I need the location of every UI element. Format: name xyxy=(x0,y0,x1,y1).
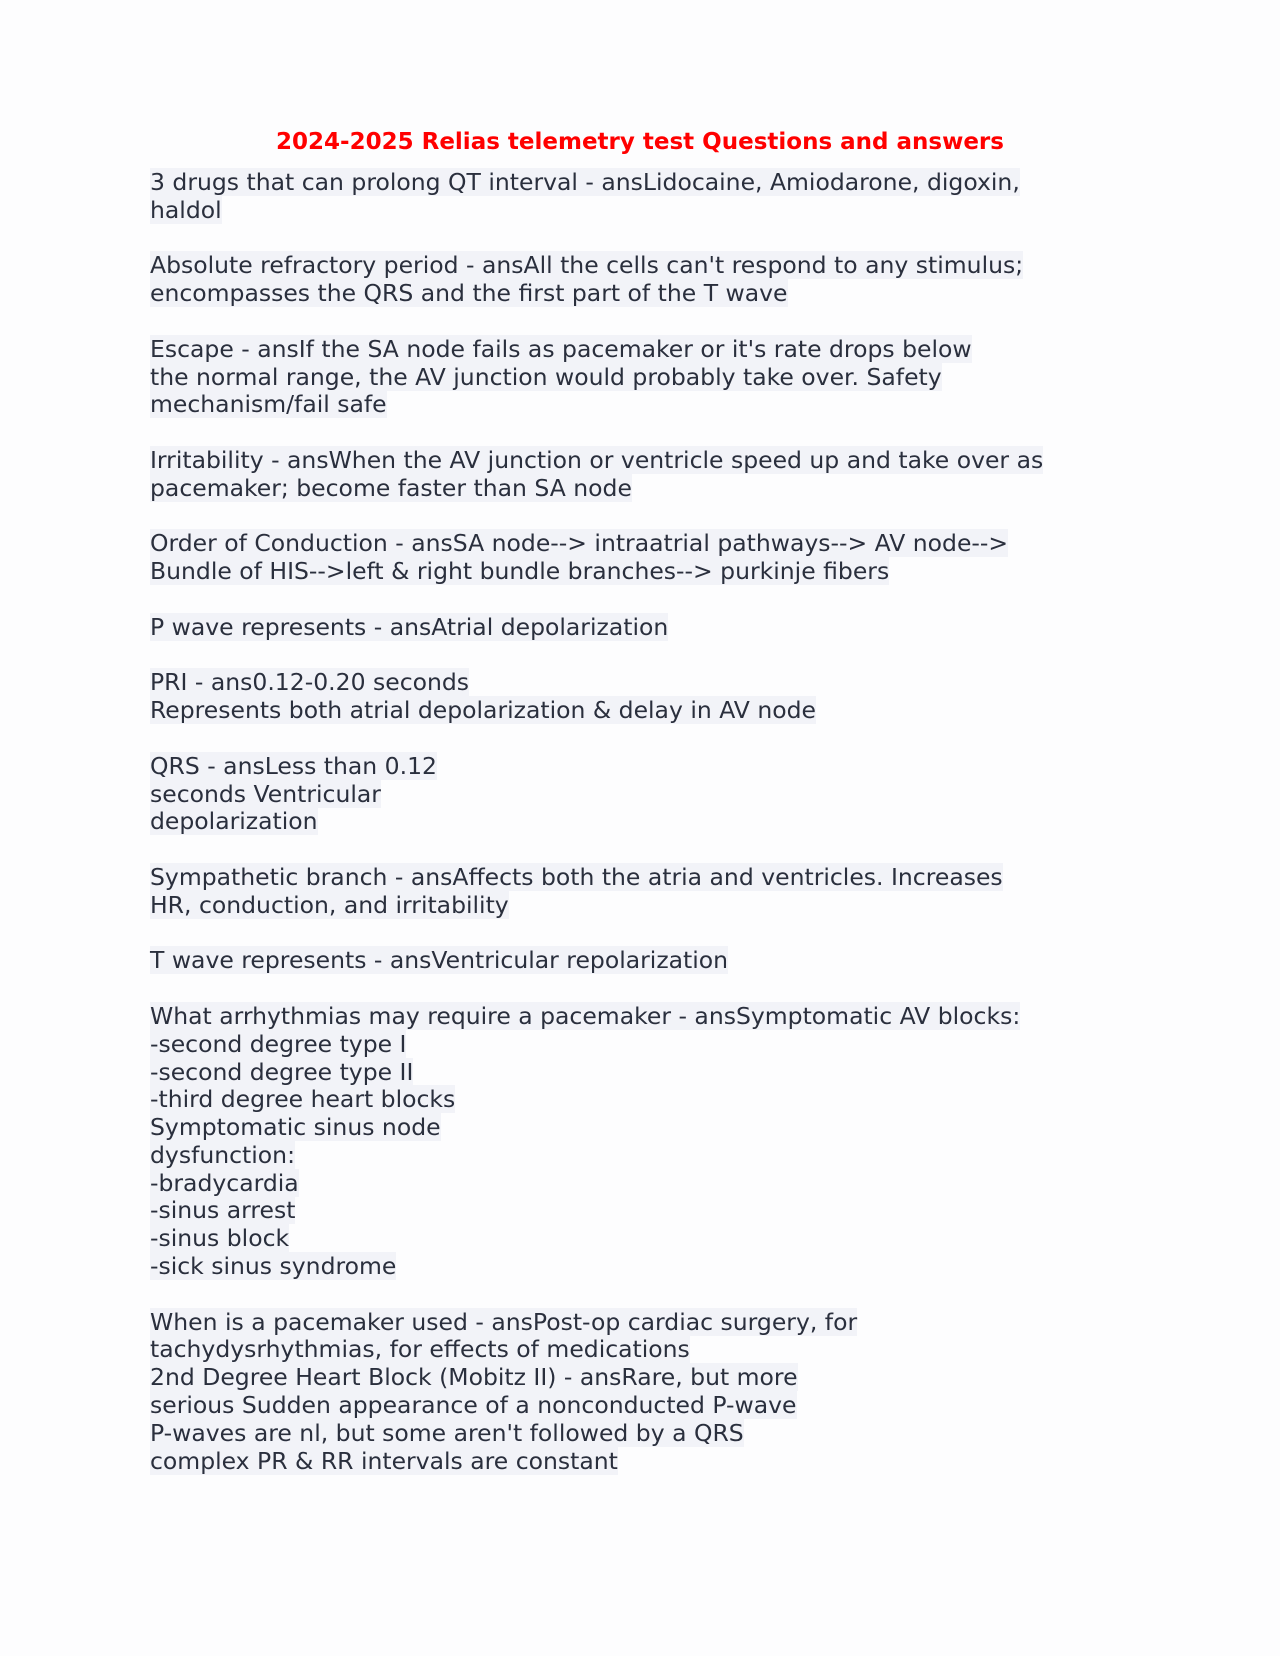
text-line xyxy=(150,1197,1150,1225)
qa-paragraph xyxy=(150,947,1150,975)
text-line-content: Represents both atrial depolarization & delay in AV node xyxy=(150,696,816,725)
text-line-content: seconds Ventricular xyxy=(150,779,381,808)
text-line-content: haldol xyxy=(150,195,222,224)
text-line-content: -sick sinus syndrome xyxy=(150,1252,397,1281)
qa-paragraph xyxy=(150,252,1150,308)
text-line xyxy=(150,1114,1150,1142)
qa-paragraph xyxy=(150,447,1150,503)
text-line xyxy=(150,447,1150,475)
text-line xyxy=(150,1086,1150,1114)
text-line-content: Sympathetic branch - ansAffects both the atria and ventricles. Increases xyxy=(150,862,1003,891)
text-line-content: dysfunction: xyxy=(150,1140,295,1169)
text-line-content: Irritability - ansWhen the AV junction or ventricle speed up and take over as xyxy=(150,445,1044,474)
text-line-content: encompasses the QRS and the first part of the T wave xyxy=(150,279,788,308)
text-line xyxy=(150,391,1150,419)
text-line-content: HR, conduction, and irritability xyxy=(150,890,509,919)
text-line xyxy=(150,1031,1150,1059)
qa-paragraph xyxy=(150,753,1150,836)
text-line-content: What arrhythmias may require a pacemaker - ansSymptomatic AV blocks: xyxy=(150,1001,1021,1030)
text-line-content: Absolute refractory period - ansAll the cells can't respond to any stimulus; xyxy=(150,251,1024,280)
text-line xyxy=(150,947,1150,975)
text-line-content: When is a pacemaker used - ansPost-op cardiac surgery, for xyxy=(150,1307,858,1336)
text-line xyxy=(150,197,1150,225)
text-line xyxy=(150,808,1150,836)
text-line xyxy=(150,1003,1150,1031)
qa-paragraph xyxy=(150,1309,1150,1476)
text-line xyxy=(150,697,1150,725)
text-line xyxy=(150,614,1150,642)
text-line xyxy=(150,475,1150,503)
text-line-content: PRI - ans0.12-0.20 seconds xyxy=(150,668,470,697)
text-line-content: the normal range, the AV junction would probably take over. Safety xyxy=(150,362,942,391)
qa-paragraph xyxy=(150,1003,1150,1281)
text-line xyxy=(150,280,1150,308)
text-line-content: -bradycardia xyxy=(150,1168,299,1197)
text-line-content: -second degree type I xyxy=(150,1029,407,1058)
text-line-content: 2nd Degree Heart Block (Mobitz II) - ansRare, but more xyxy=(150,1363,798,1392)
text-line-content: Symptomatic sinus node xyxy=(150,1113,441,1142)
text-line xyxy=(150,864,1150,892)
text-line xyxy=(150,558,1150,586)
text-line xyxy=(150,892,1150,920)
text-line-content: 3 drugs that can prolong QT interval - ansLidocaine, Amiodarone, digoxin, xyxy=(150,168,1020,196)
text-line xyxy=(150,1059,1150,1087)
text-line xyxy=(150,1364,1150,1392)
qa-paragraph xyxy=(150,669,1150,725)
text-line xyxy=(150,364,1150,392)
text-line-content: QRS - ansLess than 0.12 xyxy=(150,751,437,780)
text-line xyxy=(150,1225,1150,1253)
qa-paragraph xyxy=(150,614,1150,642)
text-line-content: mechanism/fail safe xyxy=(150,390,387,419)
qa-paragraph xyxy=(150,864,1150,920)
text-line-content: -second degree type II xyxy=(150,1057,414,1086)
text-line-content: serious Sudden appearance of a nonconducted P-wave xyxy=(150,1391,797,1420)
text-line xyxy=(150,1309,1150,1337)
text-line-content: complex PR & RR intervals are constant xyxy=(150,1446,618,1475)
document-body xyxy=(150,169,1150,1503)
text-line-content: -sinus block xyxy=(150,1224,290,1253)
text-line-content: Escape - ansIf the SA node fails as pacemaker or it's rate drops below xyxy=(150,334,972,363)
text-line xyxy=(150,1448,1150,1476)
text-line xyxy=(150,1392,1150,1420)
text-line xyxy=(150,336,1150,364)
text-line xyxy=(150,252,1150,280)
qa-paragraph xyxy=(150,336,1150,419)
text-line-content: Bundle of HIS-->left & right bundle branches--> purkinje fibers xyxy=(150,557,890,586)
text-line xyxy=(150,753,1150,781)
qa-paragraph xyxy=(150,169,1150,225)
text-line-content: -third degree heart blocks xyxy=(150,1085,456,1114)
text-line-content: T wave represents - ansVentricular repolarization xyxy=(150,946,729,975)
text-line-content: tachydysrhythmias, for effects of medications xyxy=(150,1335,690,1364)
document-title: 2024-2025 Relias telemetry test Questions and answers xyxy=(276,129,1004,155)
text-line xyxy=(150,669,1150,697)
text-line xyxy=(150,1253,1150,1281)
text-line-content: -sinus arrest xyxy=(150,1196,296,1225)
text-line-content: P wave represents - ansAtrial depolarization xyxy=(150,612,669,641)
text-line-content: P-waves are nl, but some aren't followed by a QRS xyxy=(150,1418,744,1447)
text-line-content: pacemaker; become faster than SA node xyxy=(150,473,632,502)
text-line-content: Order of Conduction - ansSA node--> intraatrial pathways--> AV node--> xyxy=(150,529,1009,558)
text-line-content: depolarization xyxy=(150,807,318,836)
text-line xyxy=(150,1336,1150,1364)
text-line xyxy=(150,530,1150,558)
text-line xyxy=(150,1142,1150,1170)
text-line xyxy=(150,169,1150,197)
text-line xyxy=(150,1420,1150,1448)
text-line xyxy=(150,1170,1150,1198)
text-line xyxy=(150,781,1150,809)
qa-paragraph xyxy=(150,530,1150,586)
